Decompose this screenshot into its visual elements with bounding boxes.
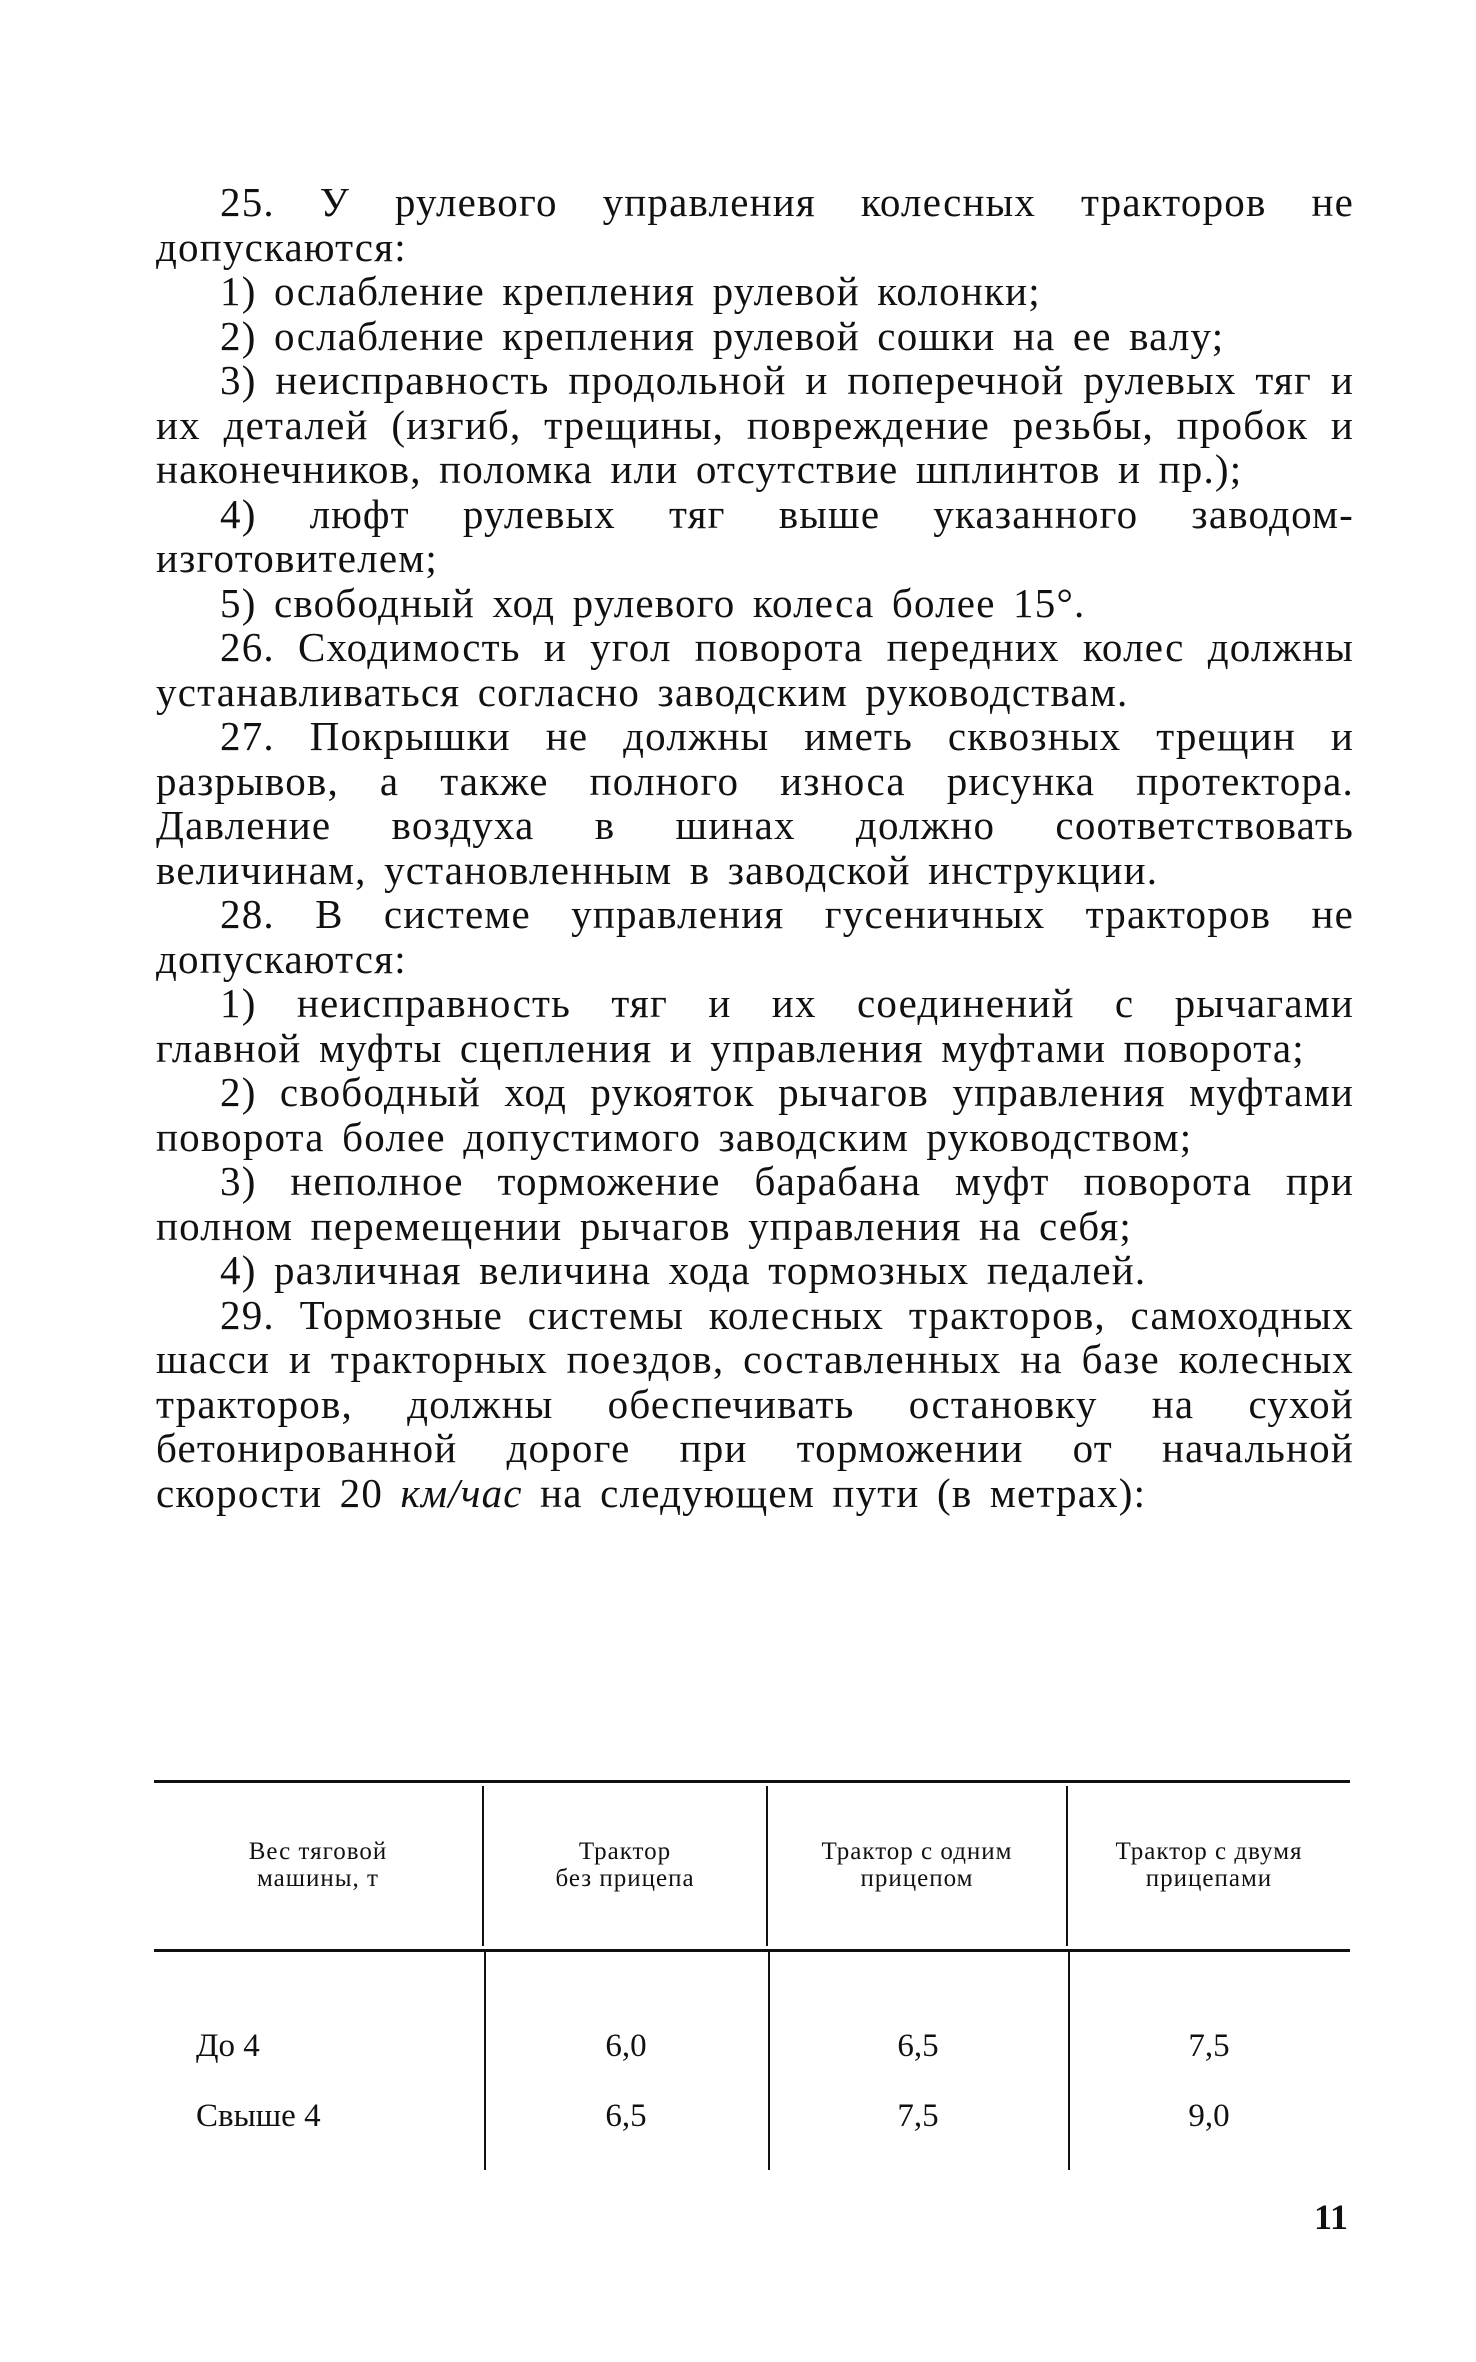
header-no-trailer-line2: без прицепа bbox=[555, 1864, 695, 1892]
paragraph-25-item-1: 1) ослабление крепления рулевой колонки; bbox=[220, 268, 1041, 314]
paragraph-25-item-3: 3) неисправность продольной и поперечной рулевых тяг и их деталей (изгиб, трещины, повреждение резьбы, пробок и наконечников, поломка или отсутствие шплинтов и пр.); bbox=[156, 357, 1354, 492]
document-body bbox=[156, 180, 1354, 1515]
paragraph-27: 27. Покрышки не должны иметь сквозных трещин и разрывов, а также полного износа рисунка протектора. Давление воздуха в шинах должно соответствовать величинам, установленным в заводской инструкции. bbox=[156, 713, 1354, 893]
header-cell-weight bbox=[154, 1780, 482, 1949]
braking-distance-table bbox=[154, 1780, 1350, 2170]
paragraph-25: 25. У рулевого управления колесных тракторов не допускаются: bbox=[156, 179, 1354, 270]
table-cell: 6,5 bbox=[897, 2028, 939, 2064]
table-cell: 7,5 bbox=[897, 2098, 939, 2134]
table-cell: 6,5 bbox=[605, 2098, 647, 2134]
table-cell: 7,5 bbox=[1188, 2028, 1230, 2064]
header-cell-two-trailers bbox=[1068, 1780, 1350, 1949]
paragraph-28-item-2: 2) свободный ход рукояток рычагов управления муфтами поворота более допустимого заводским руководством; bbox=[156, 1069, 1354, 1160]
header-cell-one-trailer bbox=[768, 1780, 1066, 1949]
paragraph-28-item-3: 3) неполное торможение барабана муфт поворота при полном перемещении рычагов управления на себя; bbox=[156, 1158, 1354, 1249]
header-weight-line2: машины, т bbox=[257, 1864, 379, 1892]
header-weight-line1: Вес тяговой bbox=[248, 1837, 388, 1865]
paragraph-28: 28. В системе управления гусеничных тракторов не допускаются: bbox=[156, 891, 1354, 982]
header-two-trailers-line1: Трактор с двумя bbox=[1115, 1837, 1303, 1865]
header-one-trailer-line2: прицепом bbox=[860, 1864, 974, 1892]
paragraph-25-item-5: 5) свободный ход рулевого колеса более 15°. bbox=[220, 579, 1086, 626]
table-cell: 6,0 bbox=[605, 2028, 647, 2064]
paragraph-26: 26. Сходимость и угол поворота передних колес должны устанавливаться согласно заводским руководствам. bbox=[156, 624, 1354, 715]
paragraph-29: 29. Тормозные системы колесных тракторов, самоходных шасси и тракторных поездов, составленных на базе колесных тракторов, должны обеспечивать остановку на сухой бетонированной дороге при торможении от начальной скорости 20 км/час на следующем пути (в метрах): bbox=[156, 1291, 1354, 1516]
header-one-trailer-line1: Трактор с одним bbox=[821, 1837, 1013, 1865]
header-cell-no-trailer bbox=[484, 1780, 766, 1949]
paragraph-25-item-4: 4) люфт рулевых тяг выше указанного заводом-изготовителем; bbox=[156, 490, 1354, 581]
paragraph-28-item-1: 1) неисправность тяг и их соединений с рычагами главной муфты сцепления и управления муфтами поворота; bbox=[156, 980, 1354, 1071]
table-cell: 9,0 bbox=[1188, 2098, 1230, 2134]
header-no-trailer-line1: Трактор bbox=[578, 1837, 672, 1865]
table-row-label: Свыше 4 bbox=[196, 2098, 321, 2134]
paragraph-25-item-2: 2) ослабление крепления рулевой сошки на ее валу; bbox=[220, 312, 1225, 359]
header-two-trailers-line2: прицепами bbox=[1145, 1864, 1273, 1892]
paragraph-28-item-4: 4) различная величина хода тормозных педалей. bbox=[220, 1247, 1147, 1293]
table-header-rule bbox=[154, 1949, 1350, 1952]
page-number: 11 bbox=[1313, 2197, 1348, 2237]
table-row-label: До 4 bbox=[196, 2028, 260, 2064]
